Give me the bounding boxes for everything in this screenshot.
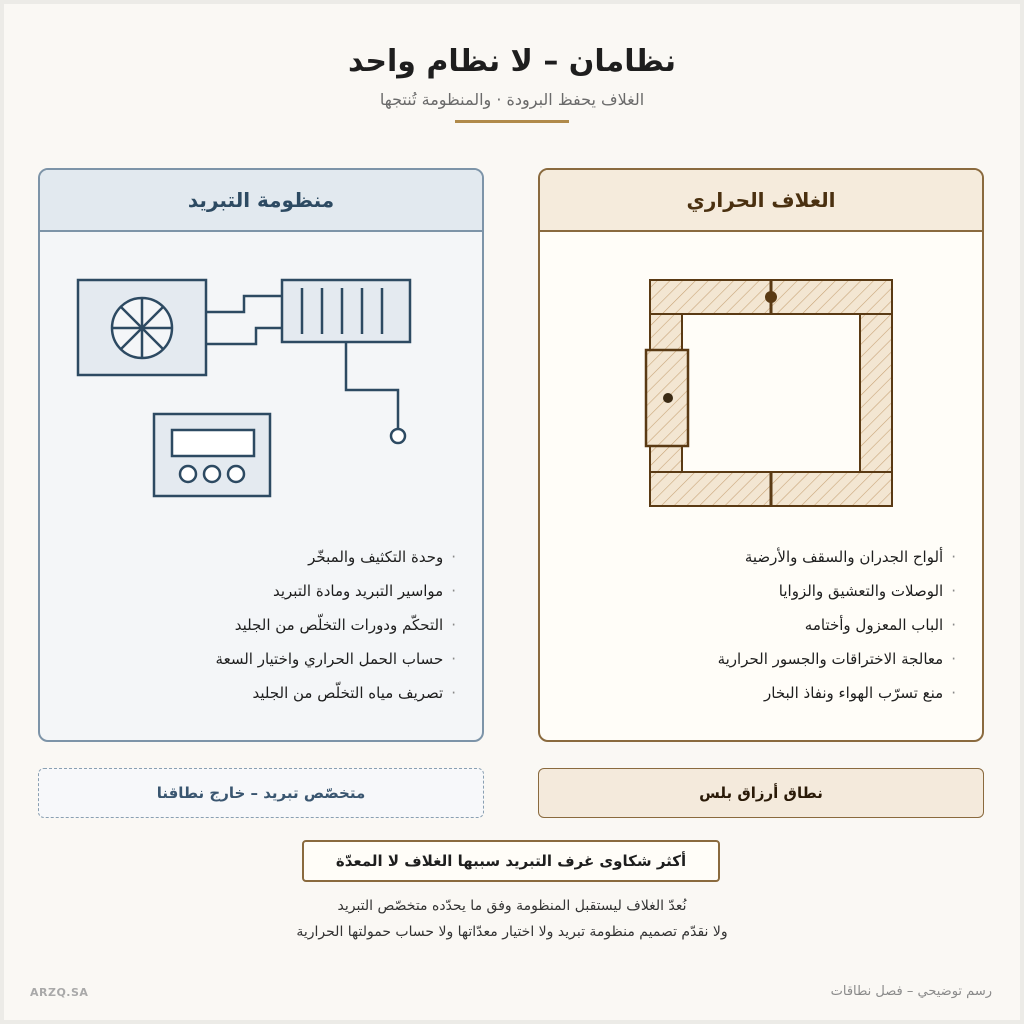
refrigerant-pipe-upper [206,296,282,312]
page-title: نظامان – لا نظام واحد [348,44,676,79]
list-item: · تصريف مياه التخلّص من الجليد [216,676,456,710]
joint-seal-icon [765,291,777,303]
thermal-envelope-panel [538,168,984,742]
key-callout: أكثر شكاوى غرف التبريد سببها الغلاف لا المعدّة [302,840,720,882]
door-handle-icon [663,393,673,403]
controller-button-icon [228,466,244,482]
controller-button-icon [204,466,220,482]
refrigeration-system-heading: منظومة التبريد [40,170,482,232]
controller-button-icon [180,466,196,482]
refrigeration-system-list [216,540,456,710]
fan-icon [112,298,172,358]
refrigeration-system-illustration [40,232,482,532]
page-subtitle: الغلاف يحفظ البرودة · والمنظومة تُنتجها [379,90,645,109]
thermal-envelope-list [718,540,956,710]
list-item: · ألواح الجدران والسقف والأرضية [718,540,956,574]
page [4,4,1020,1020]
list-item: · مواسير التبريد ومادة التبريد [216,574,456,608]
brand-logo: ARZQ.SA [30,986,89,999]
list-item: · منع تسرّب الهواء ونفاذ البخار [718,676,956,710]
list-item: · الباب المعزول وأختامه [718,608,956,642]
sensor-icon [391,429,405,443]
list-item: · معالجة الاختراقات والجسور الحرارية [718,642,956,676]
title-underline [455,120,569,123]
list-item: · وحدة التكثيف والمبخّر [216,540,456,574]
list-item: · التحكّم ودورات التخلّص من الجليد [216,608,456,642]
note-line-1: نُعدّ الغلاف ليستقبل المنظومة وفق ما يحدّده متخصّص التبريد [337,898,687,914]
footer-caption: رسم توضيحي – فصل نطاقات [830,984,992,999]
envelope-scope-label: نطاق أرزاق بلس [538,768,984,818]
thermal-envelope-illustration [540,232,982,532]
thermal-envelope-heading: الغلاف الحراري [540,170,982,232]
note-line-2: ولا نقدّم تصميم منظومة تبريد ولا اختيار معدّاتها ولا حساب حمولتها الحرارية [296,924,728,940]
refrigerant-pipe-lower [206,328,282,344]
right-wall-panel [860,314,892,472]
controller-display-icon [172,430,254,456]
refrigeration-system-panel [38,168,484,742]
refrigeration-scope-label: متخصّص تبريد – خارج نطاقنا [38,768,484,818]
control-wire [346,342,398,428]
list-item: · حساب الحمل الحراري واختيار السعة [216,642,456,676]
list-item: · الوصلات والتعشيق والزوايا [718,574,956,608]
